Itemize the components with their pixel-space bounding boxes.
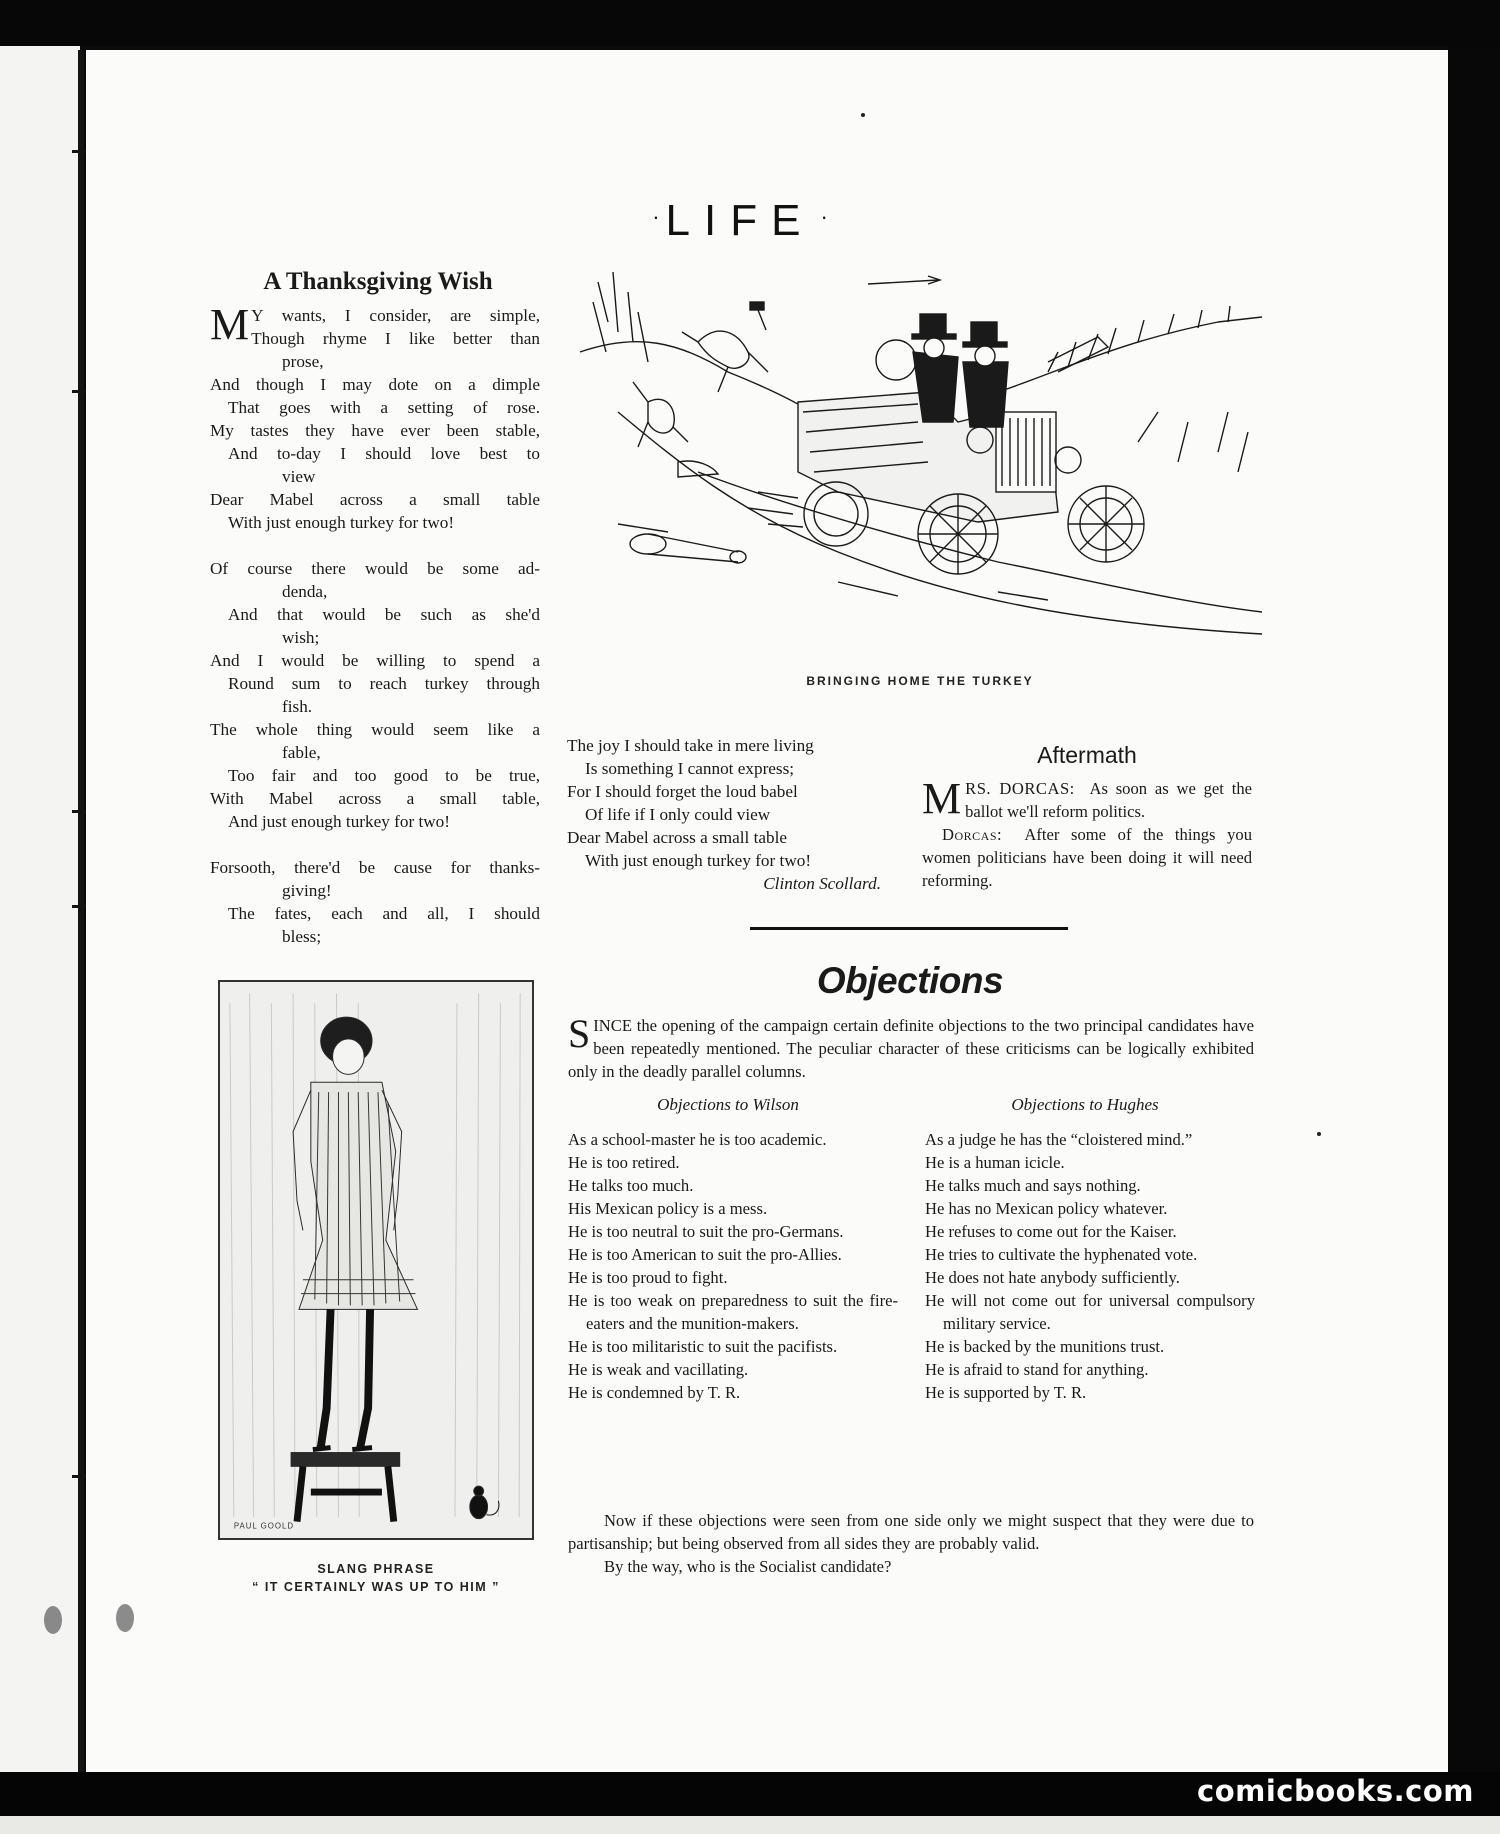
hughes-objection-item: He is afraid to stand for anything. bbox=[925, 1360, 1149, 1379]
watermark-text: comicbooks.com bbox=[1197, 1774, 1474, 1808]
poem-line: My tastes they have ever been stable, bbox=[210, 421, 540, 440]
wilson-objection-item: He is too retired. bbox=[568, 1153, 680, 1172]
poem-line: With Mabel across a small table, bbox=[210, 789, 540, 808]
wilson-objection-item: He is too militaristic to suit the pacifists. bbox=[568, 1337, 838, 1356]
illustrator-signature: PAUL GOOLD bbox=[233, 1521, 295, 1531]
masthead-title: LIFE bbox=[665, 196, 815, 245]
scan-smudge bbox=[116, 1604, 134, 1632]
poem-stanza-2 bbox=[210, 557, 540, 833]
objections-title: Objections bbox=[816, 960, 1004, 1001]
poem-line: And just enough turkey for two! bbox=[228, 812, 450, 831]
poem-line: fish. bbox=[282, 697, 313, 716]
poem-line: Dear Mabel across a small table bbox=[210, 490, 540, 509]
poem-line: And to-day I should love best to bbox=[228, 444, 540, 463]
masthead bbox=[600, 196, 880, 246]
poem-line: With just enough turkey for two! bbox=[228, 513, 455, 532]
hughes-objection-item: He is a human icicle. bbox=[925, 1153, 1065, 1172]
objections-intro bbox=[568, 1011, 1254, 1083]
illustration-slang-phrase bbox=[218, 980, 534, 1540]
poem-line: fable, bbox=[282, 743, 321, 762]
next-page-edge bbox=[0, 1816, 1500, 1834]
poem-title: A Thanksgiving Wish bbox=[263, 268, 493, 295]
aftermath-speaker-1: RS. DORCAS: bbox=[965, 779, 1075, 798]
aftermath-dropcap: M bbox=[922, 774, 962, 823]
illustration-bringing-home-turkey bbox=[578, 262, 1262, 640]
hughes-objection-item: He will not come out for universal compulsory military service. bbox=[925, 1291, 1255, 1333]
poem-dropcap: M bbox=[210, 300, 250, 349]
wilson-objection-item: His Mexican policy is a mess. bbox=[568, 1199, 768, 1218]
poem-line: Too fair and too good to be true, bbox=[228, 766, 540, 785]
objections-closing bbox=[568, 1509, 1254, 1578]
wilson-objection-item: He is too American to suit the pro-Allies. bbox=[568, 1245, 842, 1264]
wilson-objection-item: As a school-master he is too academic. bbox=[568, 1130, 827, 1149]
hughes-objection-item: He talks much and says nothing. bbox=[925, 1176, 1141, 1195]
poem-line: The joy I should take in mere living bbox=[567, 736, 814, 755]
aftermath-line-1: As soon as we get the ballot we'll reform politics. bbox=[965, 779, 1252, 821]
poem-line: The whole thing would seem like a bbox=[210, 720, 540, 739]
column-heading-hughes: Objections to Hughes bbox=[1011, 1095, 1159, 1114]
poem-line: bless; bbox=[282, 927, 322, 946]
poem-line: The fates, each and all, I should bbox=[228, 904, 540, 923]
aftermath-body bbox=[922, 774, 1252, 892]
poem-line: Of life if I only could view bbox=[585, 805, 771, 824]
poem-stanza-3 bbox=[210, 856, 540, 948]
poem-line: Forsooth, there'd be cause for thanks- bbox=[210, 858, 540, 877]
wilson-objection-item: He is too weak on preparedness to suit the fire-eaters and the munition-makers. bbox=[568, 1291, 898, 1333]
hughes-objection-item: He does not hate anybody sufficiently. bbox=[925, 1268, 1180, 1287]
poem-line: giving! bbox=[282, 881, 332, 900]
wilson-objection-item: He talks too much. bbox=[568, 1176, 694, 1195]
hughes-objection-item: He refuses to come out for the Kaiser. bbox=[925, 1222, 1177, 1241]
scan-smudge bbox=[44, 1606, 62, 1634]
poem-line: And though I may dote on a dimple bbox=[210, 375, 540, 394]
objections-intro-text: INCE the opening of the campaign certain definite objections to the two principal candidates have been repeatedly mentioned. The peculiar character of these criticisms can be logically exhibited only in the deadly parallel columns. bbox=[568, 1016, 1254, 1081]
girl-caption-line-2: “ IT CERTAINLY WAS UP TO HIM ” bbox=[252, 1580, 500, 1594]
poem-line: Dear Mabel across a small table bbox=[567, 828, 788, 847]
poem-line: Though rhyme I like better than bbox=[251, 329, 540, 348]
poem-line: And I would be willing to spend a bbox=[210, 651, 540, 670]
poem-line: For I should forget the loud babel bbox=[567, 782, 798, 801]
poem-line: prose, bbox=[282, 352, 324, 371]
hughes-objections-list bbox=[925, 1128, 1255, 1404]
aftermath-line-2: After some of the things you women politicians have been doing it will need reforming. bbox=[922, 825, 1252, 890]
objections-dropcap: S bbox=[568, 1011, 591, 1056]
wilson-objection-item: He is condemned by T. R. bbox=[568, 1383, 741, 1402]
masthead-dot: · bbox=[820, 204, 828, 230]
scan-border-right bbox=[1448, 46, 1500, 1776]
poem-line: view bbox=[282, 467, 316, 486]
poem-line: Y wants, I consider, are simple, bbox=[251, 306, 540, 325]
poem-line: And that would be such as she'd bbox=[228, 605, 540, 624]
poem-line: denda, bbox=[282, 582, 328, 601]
hughes-objection-item: As a judge he has the “cloistered mind.” bbox=[925, 1130, 1193, 1149]
hughes-objection-item: He is backed by the munitions trust. bbox=[925, 1337, 1165, 1356]
poem-line: Round sum to reach turkey through bbox=[228, 674, 540, 693]
poem-line: With just enough turkey for two! bbox=[585, 851, 812, 870]
wilson-objection-item: He is too neutral to suit the pro-Germans. bbox=[568, 1222, 844, 1241]
column-heading-wilson: Objections to Wilson bbox=[657, 1095, 799, 1114]
print-speck bbox=[861, 113, 865, 117]
hughes-objection-item: He is supported by T. R. bbox=[925, 1383, 1087, 1402]
poem-line: wish; bbox=[282, 628, 320, 647]
binding-spine bbox=[78, 50, 84, 1775]
poem-author: Clinton Scollard. bbox=[763, 874, 881, 893]
poem-line: That goes with a setting of rose. bbox=[228, 398, 540, 417]
poem-stanza-1 bbox=[210, 300, 540, 534]
print-speck bbox=[1317, 1132, 1321, 1136]
poem-line: Of course there would be some ad- bbox=[210, 559, 540, 578]
poem-stanza-4 bbox=[567, 734, 881, 895]
girl-illustration-caption bbox=[218, 1560, 534, 1596]
masthead-dot: · bbox=[652, 204, 660, 230]
turkey-illustration-caption: BRINGING HOME THE TURKEY bbox=[806, 674, 1034, 688]
wilson-objection-item: He is too proud to fight. bbox=[568, 1268, 728, 1287]
wilson-objections-list bbox=[568, 1128, 898, 1404]
poem-line: Is something I cannot express; bbox=[585, 759, 795, 778]
closing-paragraph: Now if these objections were seen from one side only we might suspect that they were due to partisanship; but being observed from all sides they are probably valid. bbox=[568, 1511, 1254, 1553]
scan-border-top bbox=[0, 0, 1500, 46]
hughes-objection-item: He tries to cultivate the hyphenated vote. bbox=[925, 1245, 1198, 1264]
aftermath-speaker-2: Dorcas: bbox=[942, 825, 1003, 844]
adjacent-page-left bbox=[0, 46, 80, 1776]
aftermath-title: Aftermath bbox=[1037, 742, 1137, 768]
girl-caption-line-1: SLANG PHRASE bbox=[317, 1562, 435, 1576]
section-divider bbox=[750, 927, 1068, 930]
wilson-objection-item: He is weak and vacillating. bbox=[568, 1360, 749, 1379]
hughes-objection-item: He has no Mexican policy whatever. bbox=[925, 1199, 1168, 1218]
closing-question: By the way, who is the Socialist candidate? bbox=[604, 1557, 892, 1576]
